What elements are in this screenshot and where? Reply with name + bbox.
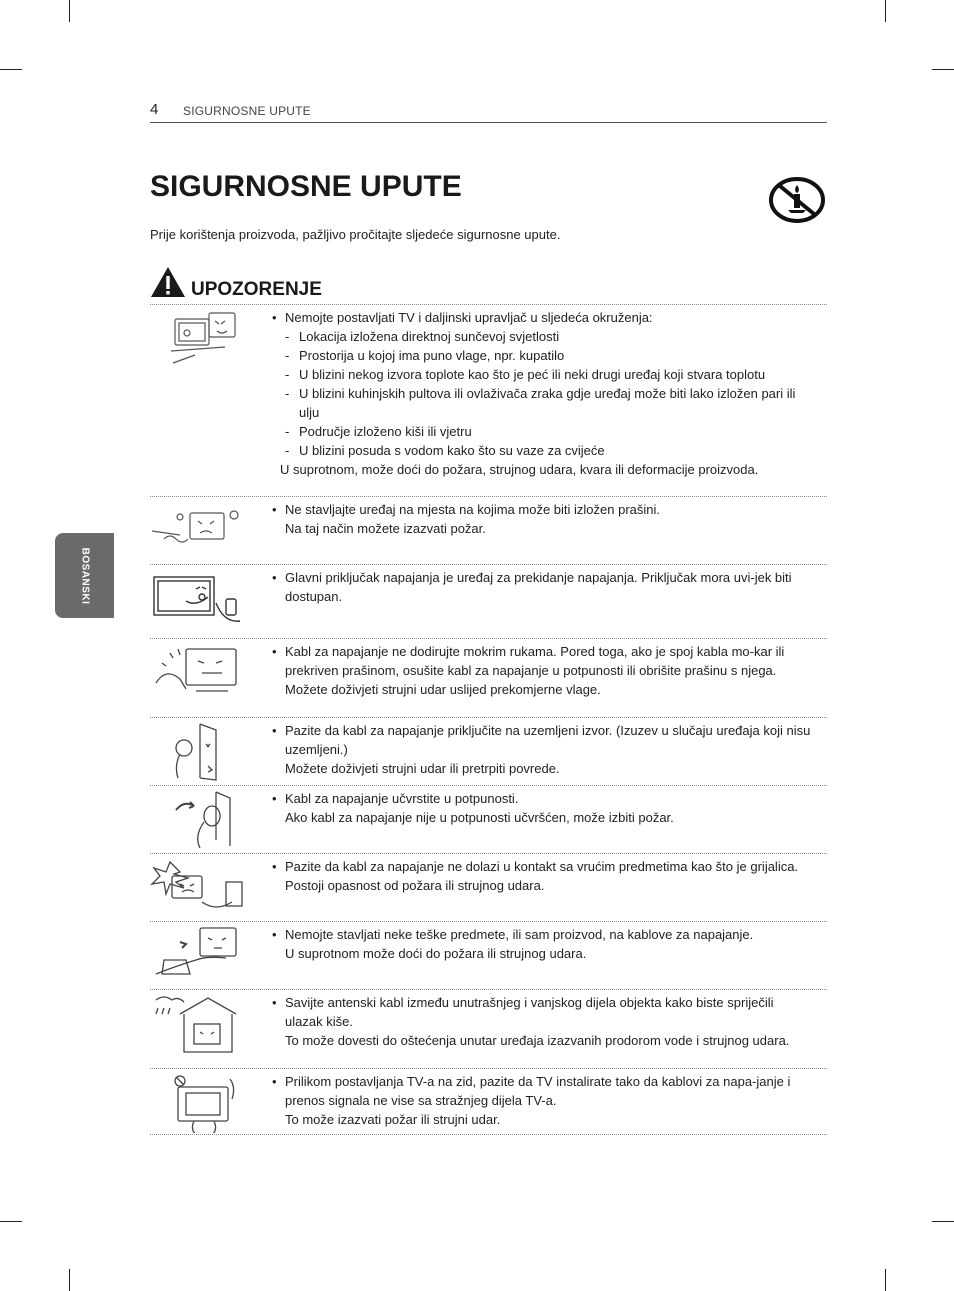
- bullet-text: • Prilikom postavljanja TV-a na zid, pazite da TV instalirate tako da kablovi za napa-janje i prenos signala ne vise sa stražnjeg dijela TV-a.: [271, 1072, 811, 1110]
- dust-illustration: [150, 501, 250, 561]
- bullet-text: • Nemojte postavljati TV i daljinski upravljač u sljedeća okruženja:: [271, 308, 811, 327]
- bullet-text: • Kabl za napajanje učvrstite u potpunosti.: [271, 789, 811, 808]
- tv-environment-illustration: [165, 311, 265, 371]
- crop-mark: [0, 1221, 22, 1222]
- bullet-text: • Pazite da kabl za napajanje ne dolazi u kontakt sa vrućim predmetima kao što je grijalica.: [271, 857, 811, 876]
- note-text: U suprotnom, može doći do požara, strujnog udara, kvara ili deformacije proizvoda.: [280, 462, 759, 477]
- row-content: [271, 642, 811, 699]
- bullet-text: • Nemojte stavljati neke teške predmete, ili sam proizvod, na kablove za napajanje.: [271, 925, 811, 944]
- wall-mount-illustration: [150, 1073, 250, 1133]
- plug-access-illustration: [150, 569, 250, 629]
- warning-triangle-icon: [150, 266, 186, 298]
- extra-text: To može dovesti do oštećenja unutar uređaja izazvanih prodorom vode i strujnog udara.: [285, 1033, 790, 1048]
- sub-item: - U blizini posuda s vodom kako što su vaze za cvijeće: [271, 441, 811, 460]
- row-content: [271, 925, 811, 963]
- row-content: [271, 568, 811, 606]
- extra-text: Postoji opasnost od požara ili strujnog udara.: [285, 878, 545, 893]
- no-candle-icon: [768, 176, 826, 224]
- row-content: [271, 721, 811, 778]
- extra-text: Možete doživjeti strujni udar ili pretrpiti povrede.: [285, 761, 560, 776]
- side-tab-label: BOSANSKI: [79, 547, 90, 604]
- extra-text: To može izazvati požar ili strujni udar.: [285, 1112, 501, 1127]
- heavy-object-illustration: [150, 926, 250, 986]
- sub-item: - Lokacija izložena direktnoj sunčevoj svjetlosti: [271, 327, 811, 346]
- header-section-name: SIGURNOSNE UPUTE: [183, 104, 311, 118]
- page-number: 4: [150, 101, 159, 118]
- page-header: [150, 102, 827, 123]
- sub-item: - U blizini nekog izvora toplote kao što je peć ili neki drugi uređaj koji stvara toplotu: [271, 365, 811, 384]
- crop-mark: [0, 69, 22, 70]
- table-row: [150, 785, 827, 853]
- bullet-text: • Ne stavljajte uređaj na mjesta na kojima može biti izložen prašini.: [271, 500, 811, 519]
- extra-text: U suprotnom može doći do požara ili strujnog udara.: [285, 946, 587, 961]
- table-row: [150, 564, 827, 638]
- intro-text: Prije korištenja proizvoda, pažljivo pročitajte sljedeće sigurnosne upute.: [150, 227, 561, 242]
- extra-text: Možete doživjeti strujni udar uslijed prekomjerne vlage.: [285, 682, 601, 697]
- page-title: SIGURNOSNE UPUTE: [150, 170, 462, 203]
- extra-text: Na taj način možete izazvati požar.: [285, 521, 486, 536]
- table-row: [150, 304, 827, 496]
- crop-mark: [932, 1221, 954, 1222]
- crop-mark: [69, 1269, 70, 1291]
- warning-label: UPOZORENJE: [191, 279, 322, 300]
- safety-instructions-table: [150, 304, 827, 1135]
- heater-illustration: [150, 858, 250, 918]
- row-content: [271, 1072, 811, 1129]
- language-side-tab: [55, 533, 114, 618]
- crop-mark: [932, 69, 954, 70]
- grounded-outlet-illustration: [150, 722, 250, 782]
- crop-mark: [885, 1269, 886, 1291]
- bullet-text: • Glavni priključak napajanja je uređaj za prekidanje napajanja. Priključak mora uvi-jek biti dostupan.: [271, 568, 811, 606]
- extra-text: Ako kabl za napajanje nije u potpunosti učvršćen, može izbiti požar.: [285, 810, 674, 825]
- sub-item: - U blizini kuhinjskih pultova ili ovlaživača zraka gdje uređaj može biti lako izložen pari ili ulju: [271, 384, 811, 422]
- crop-mark: [885, 0, 886, 22]
- table-row: [150, 921, 827, 989]
- antenna-cable-illustration: [150, 994, 250, 1054]
- table-row: [150, 496, 827, 564]
- sub-item: - Prostorija u kojoj ima puno vlage, npr. kupatilo: [271, 346, 811, 365]
- table-row: [150, 1068, 827, 1135]
- table-row: [150, 717, 827, 785]
- bullet-text: • Kabl za napajanje ne dodirujte mokrim rukama. Pored toga, ako je spoj kabla mo-kar ili prekriven prašinom, osušite kabl za napajanje u potpunosti ili obrišite prašinu s njega.: [271, 642, 811, 680]
- bullet-text: • Savijte antenski kabl između unutrašnjeg i vanjskog dijela objekta kako biste spriječili ulazak kiše.: [271, 993, 811, 1031]
- row-content: [271, 789, 811, 827]
- bullet-text: • Pazite da kabl za napajanje priključite na uzemljeni izvor. (Izuzev u slučaju uređaja koji nisu uzemljeni.): [271, 721, 811, 759]
- row-content: [271, 993, 811, 1050]
- secure-plug-illustration: [150, 790, 250, 850]
- table-row: [150, 853, 827, 921]
- table-row: [150, 989, 827, 1068]
- row-content: [271, 857, 811, 895]
- crop-mark: [69, 0, 70, 22]
- row-content: [271, 308, 811, 479]
- table-row: [150, 638, 827, 717]
- wet-hands-illustration: [150, 643, 250, 703]
- row-content: [271, 500, 811, 538]
- sub-item: - Područje izloženo kiši ili vjetru: [271, 422, 811, 441]
